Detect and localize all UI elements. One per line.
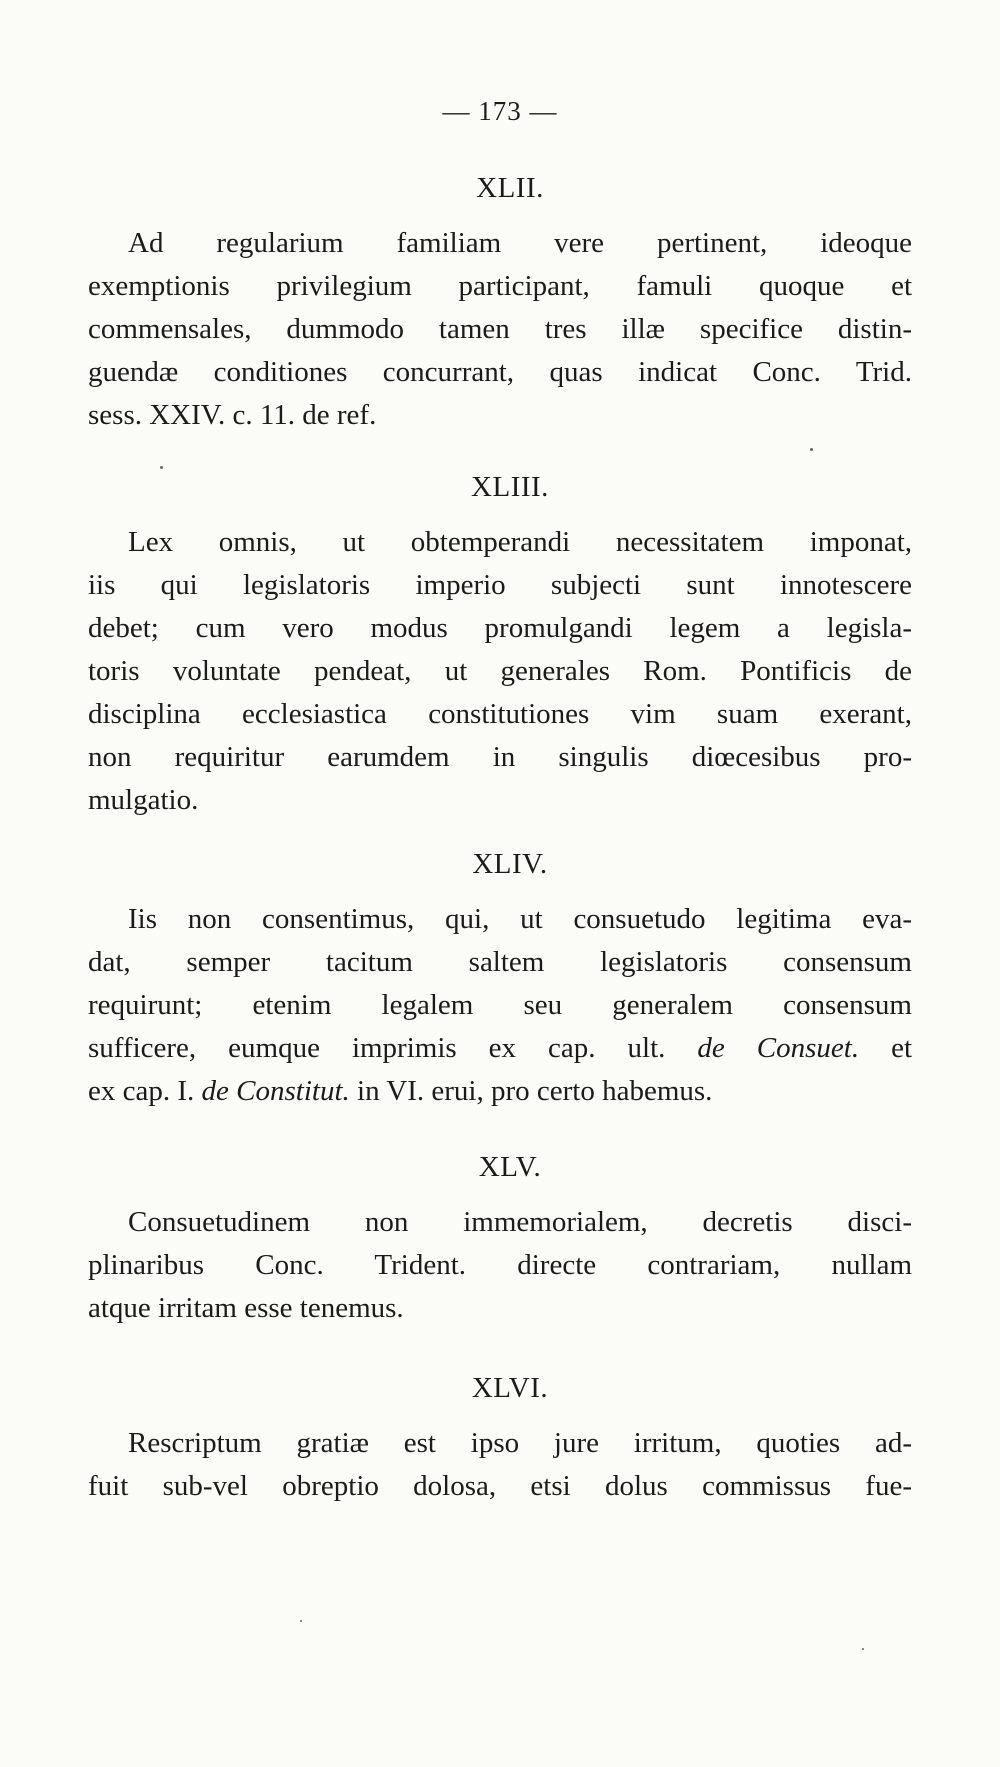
scan-speck (862, 1648, 864, 1650)
section-xlv (88, 1147, 912, 1330)
section-xliv (88, 844, 912, 1113)
text-line: iis qui legislatoris imperio subjecti sunt innotescere (88, 569, 912, 601)
section-heading: XLIII. (471, 471, 549, 503)
text-line: dat, semper tacitum saltem legislatoris consensum (88, 946, 912, 978)
text-run: et (859, 1032, 912, 1064)
text-line: Lex omnis, ut obtemperandi necessitatem imponat, (128, 526, 912, 558)
text-line: plinaribus Conc. Trident. directe contrariam, nullam (88, 1249, 912, 1281)
section-paragraph (88, 222, 912, 437)
text-run: ex cap. I. (88, 1075, 202, 1107)
italic-citation: de Constitut. (201, 1075, 350, 1107)
section-paragraph (88, 521, 912, 822)
section-xliii (88, 467, 912, 822)
text-line: requirunt; etenim legalem seu generalem consensum (88, 989, 912, 1021)
text-line: Consuetudinem non immemorialem, decretis disci- (128, 1206, 912, 1238)
text-line (88, 1070, 912, 1113)
text-line: Iis non consentimus, qui, ut consuetudo legitima eva- (128, 903, 912, 935)
text-line: non requiritur earumdem in singulis diœcesibus pro- (88, 741, 912, 773)
text-line: Ad regularium familiam vere pertinent, ideoque (128, 227, 912, 259)
text-line: mulgatio. (88, 784, 199, 816)
text-line: atque irritam esse tenemus. (88, 1292, 404, 1324)
section-paragraph (88, 1201, 912, 1330)
section-xlvi (88, 1368, 912, 1508)
section-paragraph (88, 1422, 912, 1508)
page-number: — 173 — (442, 96, 558, 126)
section-heading: XLVI. (471, 1372, 549, 1404)
text-line: fuit sub-vel obreptio dolosa, etsi dolus commissus fue- (88, 1470, 912, 1502)
text-line: Rescriptum gratiæ est ipso jure irritum, quoties ad- (128, 1427, 912, 1459)
text-run: in VI. erui, pro certo habemus. (349, 1075, 713, 1107)
section-heading: XLV. (478, 1151, 542, 1183)
section-heading: XLII. (476, 172, 544, 204)
scan-speck (160, 466, 163, 469)
scan-speck (810, 448, 813, 451)
text-line: commensales, dummodo tamen tres illæ specifice distin- (88, 313, 912, 345)
italic-citation: de Consuet. (697, 1032, 860, 1064)
text-line: toris voluntate pendeat, ut generales Rom. Pontificis de (88, 655, 912, 687)
text-line: debet; cum vero modus promulgandi legem a legisla- (88, 612, 912, 644)
section-heading: XLIV. (472, 848, 548, 880)
text-line: exemptionis privilegium participant, famuli quoque et (88, 270, 912, 302)
scan-speck (300, 1620, 302, 1622)
text-run: sufficere, eumque imprimis ex cap. ult. (88, 1032, 698, 1064)
section-paragraph (88, 898, 912, 1113)
text-line: guendæ conditiones concurrant, quas indicat Conc. Trid. (88, 356, 912, 388)
text-line (88, 1027, 912, 1070)
text-line: disciplina ecclesiastica constitutiones vim suam exerant, (88, 698, 912, 730)
section-xlii (88, 168, 912, 437)
text-line: sess. XXIV. c. 11. de ref. (88, 399, 377, 431)
page-body (88, 168, 912, 1508)
